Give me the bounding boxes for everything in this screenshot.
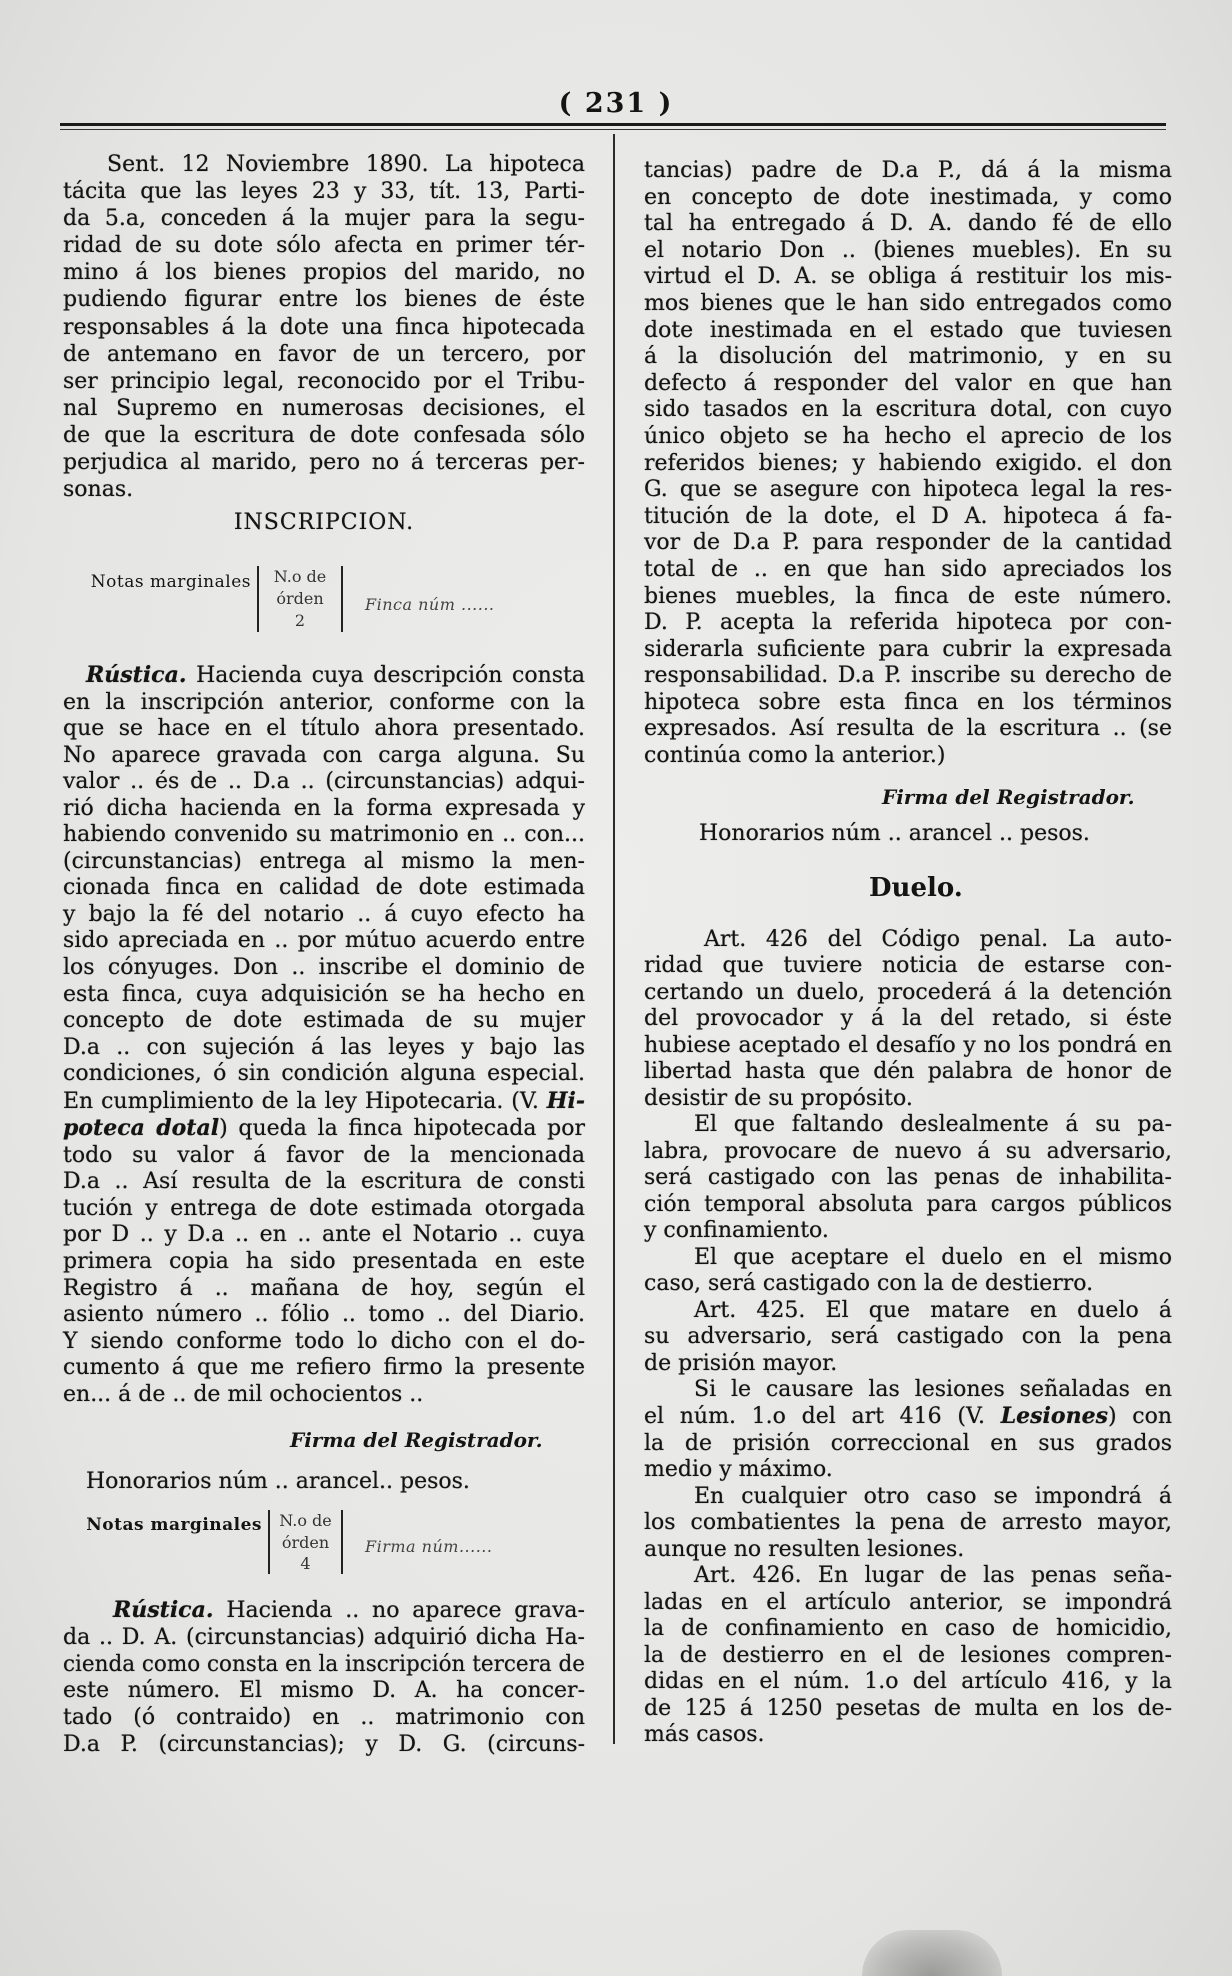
paragraph-sentencia: [63, 151, 585, 503]
text-line: Art. 425. El que matare en duelo á: [694, 1297, 1172, 1323]
text-line: responsabilidad. D.a P. inscribe su derecho de: [644, 663, 1172, 689]
text-line: labra, provocare de nuevo á su adversario,: [644, 1138, 1172, 1164]
text-line: de 125 á 1250 pesetas de multa en los de-: [644, 1695, 1172, 1721]
text-line: D.a .. Así resulta de la escritura de consti: [63, 1169, 585, 1195]
text-line: El que aceptare el duelo en el mismo: [694, 1244, 1172, 1270]
text-line: tancias) padre de D.a P., dá á la misma: [644, 158, 1172, 183]
text-line: Registro á .. mañana de hoy, según el: [63, 1275, 585, 1301]
orden-label: N.o de: [279, 1511, 332, 1530]
paragraph-continuacion: [644, 158, 1172, 770]
text-line: titución de la dote, el D A. hipoteca á fa-: [644, 503, 1172, 529]
text-line: este número. El mismo D. A. ha concer-: [63, 1678, 585, 1704]
text-line: condiciones, ó sin condición alguna especial.: [63, 1061, 585, 1087]
text-line: D.a P. (circunstancias); y D. G. (circuns-: [63, 1731, 585, 1757]
orden-cell: [268, 1510, 343, 1574]
honorarios-line: Honorarios núm .. arancel .. pesos.: [699, 821, 1090, 846]
firma-registrador: Firma del Registrador.: [882, 785, 1135, 809]
text-line: ridad de su dote sólo afecta en primer tér-: [63, 233, 585, 259]
italic-text: Rústica.: [113, 1597, 214, 1623]
text-line: en... á de .. de mil ochocientos ..: [63, 1381, 424, 1407]
text-line: la de confinamiento en caso de homicidio,: [644, 1616, 1172, 1642]
text-line: dote inestimada en el estado que tuviesen: [644, 317, 1172, 343]
text-line: No aparece gravada con carga alguna. Su: [63, 742, 585, 768]
notas-marginales-label: Notas marginales: [86, 1515, 262, 1535]
text-line: defecto á responder del valor en que han: [644, 370, 1172, 396]
text-line: Art. 426. En lugar de las penas seña-: [694, 1563, 1172, 1589]
text-line: de prisión mayor.: [644, 1350, 838, 1376]
text-line: en la inscripción anterior, conforme con la: [63, 689, 585, 715]
duelo-heading: Duelo.: [869, 873, 963, 903]
text-line: mos bienes que le han sido entregados como: [644, 290, 1172, 316]
text-line: concepto de dote estimada de su mujer: [63, 1008, 585, 1034]
text-line: [644, 1403, 1172, 1430]
text-line: en concepto de dote inestimada, y como: [644, 184, 1172, 210]
text-line: libertad hasta que dén palabra de honor de: [644, 1059, 1172, 1085]
orden-label: órden: [276, 589, 324, 608]
text-line: ción temporal absoluta para cargos públicos: [644, 1191, 1172, 1217]
text-segment: el núm. 1.o del art 416 (V.: [644, 1404, 1001, 1430]
text-line: aunque no resulten lesiones.: [644, 1536, 965, 1562]
text-line: cienda como consta en la inscripción tercera de: [63, 1651, 585, 1677]
text-line: certando un duelo, procederá á la detención: [644, 979, 1172, 1005]
notas-marginales-label: Notas marginales: [90, 572, 251, 592]
text-line: á la disolución del matrimonio, y en su: [644, 344, 1172, 370]
text-line: En cualquier otro caso se impondrá á: [694, 1483, 1172, 1509]
text-line: responsables á la dote una finca hipotecada: [63, 314, 585, 340]
text-line: todo su valor á favor de la mencionada: [63, 1142, 585, 1168]
marginal-notes-table-2: [63, 1510, 492, 1574]
text-segment: En cumplimiento de la ley Hipotecaria. (V.: [63, 1088, 547, 1114]
text-line: Sent. 12 Noviembre 1890. La hipoteca: [107, 152, 585, 177]
text-line: medio y máximo.: [644, 1457, 833, 1483]
firma-number-label: Firma núm......: [365, 1537, 493, 1556]
text-line: (circunstancias) entrega al mismo la men-: [63, 848, 585, 874]
text-line: [63, 1115, 585, 1143]
header-rule: [60, 123, 1166, 130]
text-line: ridad que tuviere noticia de estarse con-: [644, 953, 1172, 979]
scan-thumb-shadow: [862, 1930, 1002, 1976]
text-segment: ) queda la finca hipotecada por: [219, 1116, 585, 1142]
text-line: la de destierro en el de lesiones compren-: [644, 1642, 1172, 1668]
text-line: perjudica al marido, pero no á terceras per-: [63, 450, 585, 476]
italic-text: Hi-: [546, 1087, 585, 1114]
text-line: virtud el D. A. se obliga á restituir los mis-: [644, 264, 1172, 290]
italic-text: Lesiones: [1000, 1403, 1108, 1430]
text-line: desistir de su propósito.: [644, 1085, 913, 1111]
inscripcion-heading: INSCRIPCION.: [233, 510, 415, 535]
text-line: que se hace en el título ahora presentado.: [63, 716, 585, 742]
text-line: cumento á que me refiero firmo la presente: [63, 1355, 585, 1381]
text-line: pudiendo figurar entre los bienes de éste: [63, 287, 585, 313]
column-divider: [613, 134, 615, 1744]
text-segment: Hacienda cuya descripción consta: [186, 663, 585, 688]
text-line: sonas.: [63, 477, 134, 503]
honorarios-line: Honorarios núm .. arancel.. pesos.: [86, 1469, 470, 1494]
text-line: da 5.a, conceden á la mujer para la segu-: [63, 206, 585, 232]
text-line: la de prisión correccional en sus grados: [644, 1430, 1172, 1456]
text-line: sido tasados en la escritura dotal, con cuyo: [644, 397, 1172, 423]
text-line: será castigado con las penas de inhabilita-: [644, 1165, 1172, 1191]
text-line: D.a .. con sujeción á las leyes y bajo las: [63, 1034, 585, 1060]
text-line: hubiese aceptado el desafío y no los pondrá en: [644, 1032, 1172, 1058]
text-line: bienes muebles, la finca de este número.: [644, 583, 1172, 609]
text-line: primera copia ha sido presentada en este: [63, 1249, 585, 1275]
text-line: El que faltando deslealmente á su pa-: [694, 1112, 1172, 1138]
text-line: vor de D.a P. para responder de la cantidad: [644, 530, 1172, 556]
text-line: tución y entrega de dote estimada otorgada: [63, 1195, 585, 1221]
text-line: nal Supremo en numerosas decisiones, el: [63, 395, 585, 421]
firma-registrador: Firma del Registrador.: [290, 1428, 543, 1452]
text-line: tal ha entregado á D. A. dando fé de ello: [644, 211, 1172, 237]
text-line: sido apreciada en .. por mútuo acuerdo entre: [63, 928, 585, 954]
text-line: tado (ó contraido) en .. matrimonio con: [63, 1705, 585, 1731]
text-line: mino á los bienes propios del marido, no: [63, 260, 585, 286]
text-line: ser principio legal, reconocido por el Tribu-: [63, 368, 585, 394]
text-line: Si le causare las lesiones señaladas en: [694, 1376, 1172, 1402]
marginal-notes-table-1: [63, 566, 495, 632]
text-line: [63, 1597, 585, 1625]
text-line: G. que se asegure con hipoteca legal la res-: [644, 477, 1172, 503]
text-line: de que la escritura de dote confesada sólo: [63, 422, 585, 448]
text-line: rió dicha hacienda en la forma expresada y: [63, 795, 585, 821]
text-line: referidos bienes; y habiendo exigido. el don: [644, 450, 1172, 476]
text-line: los combatientes la pena de arresto mayor,: [644, 1510, 1172, 1536]
text-line: y confinamiento.: [644, 1218, 829, 1244]
text-line: hipoteca sobre esta finca en los términos: [644, 689, 1172, 715]
text-line: continúa como la anterior.): [644, 743, 946, 769]
text-line: cionada finca en calidad de dote estimada: [63, 875, 585, 901]
text-line: su adversario, será castigado con la pena: [644, 1324, 1172, 1350]
text-line: Y siendo conforme todo lo dicho con el do-: [63, 1328, 585, 1354]
italic-text: poteca dotal: [63, 1115, 220, 1142]
orden-label: órden: [281, 1532, 330, 1552]
text-line: asiento número .. fólio .. tomo .. del Diario.: [63, 1302, 585, 1328]
paragraph-duelo: [644, 927, 1172, 1749]
text-line: el notario Don .. (bienes muebles). En su: [644, 237, 1172, 263]
text-line: y bajo la fé del notario .. á cuyo efecto ha: [63, 901, 585, 927]
text-line: caso, será castigado con la de destierro.: [644, 1271, 1094, 1297]
page-number: ( 231 ): [558, 88, 674, 119]
text-line: didas en el núm. 1.o del artículo 416, y la: [644, 1669, 1172, 1695]
text-line: más casos.: [644, 1722, 765, 1748]
text-line: [63, 1088, 585, 1116]
text-line: esta finca, cuya adquisición se ha hecho en: [63, 981, 585, 1007]
orden-cell: [257, 566, 343, 632]
text-line: [63, 662, 585, 690]
text-line: de antemano en favor de un tercero, por: [63, 341, 585, 367]
italic-text: Rústica.: [86, 662, 187, 688]
text-line: da .. D. A. (circunstancias) adquirió dicha Ha-: [63, 1624, 585, 1650]
text-line: expresados. Así resulta de la escritura .. (se: [644, 716, 1172, 742]
orden-number: 4: [300, 1554, 311, 1573]
text-line: D. P. acepta la referida hipoteca por con-: [644, 610, 1172, 636]
text-line: valor .. és de .. D.a .. (circunstancias) adqui-: [63, 769, 585, 795]
orden-number: 2: [294, 611, 306, 630]
text-line: tácita que las leyes 23 y 33, tít. 13, Parti-: [63, 179, 585, 205]
text-line: los cónyuges. Don .. inscribe el dominio de: [63, 955, 585, 981]
text-line: único objeto se ha hecho el aprecio de los: [644, 423, 1172, 449]
paragraph-rustica-2: [63, 1597, 585, 1759]
text-line: ladas en el artículo anterior, se impondrá: [644, 1589, 1172, 1615]
text-line: del provocador y á la del retado, si éste: [644, 1006, 1172, 1032]
orden-label: N.o de: [273, 567, 327, 586]
text-line: total de .. en que han sido apreciados los: [644, 556, 1172, 582]
text-line: por D .. y D.a .. en .. ante el Notario .. cuya: [63, 1222, 585, 1248]
finca-number-label: Finca núm ......: [365, 595, 495, 614]
text-segment: Hacienda .. no aparece grava-: [213, 1598, 585, 1623]
text-line: habiendo convenido su matrimonio en .. con...: [63, 822, 585, 848]
text-segment: ) con: [1107, 1404, 1172, 1430]
paragraph-rustica-1: [63, 662, 585, 1408]
text-line: siderarla suficiente para cubrir la expresada: [644, 636, 1172, 662]
text-line: Art. 426 del Código penal. La auto-: [704, 927, 1172, 952]
